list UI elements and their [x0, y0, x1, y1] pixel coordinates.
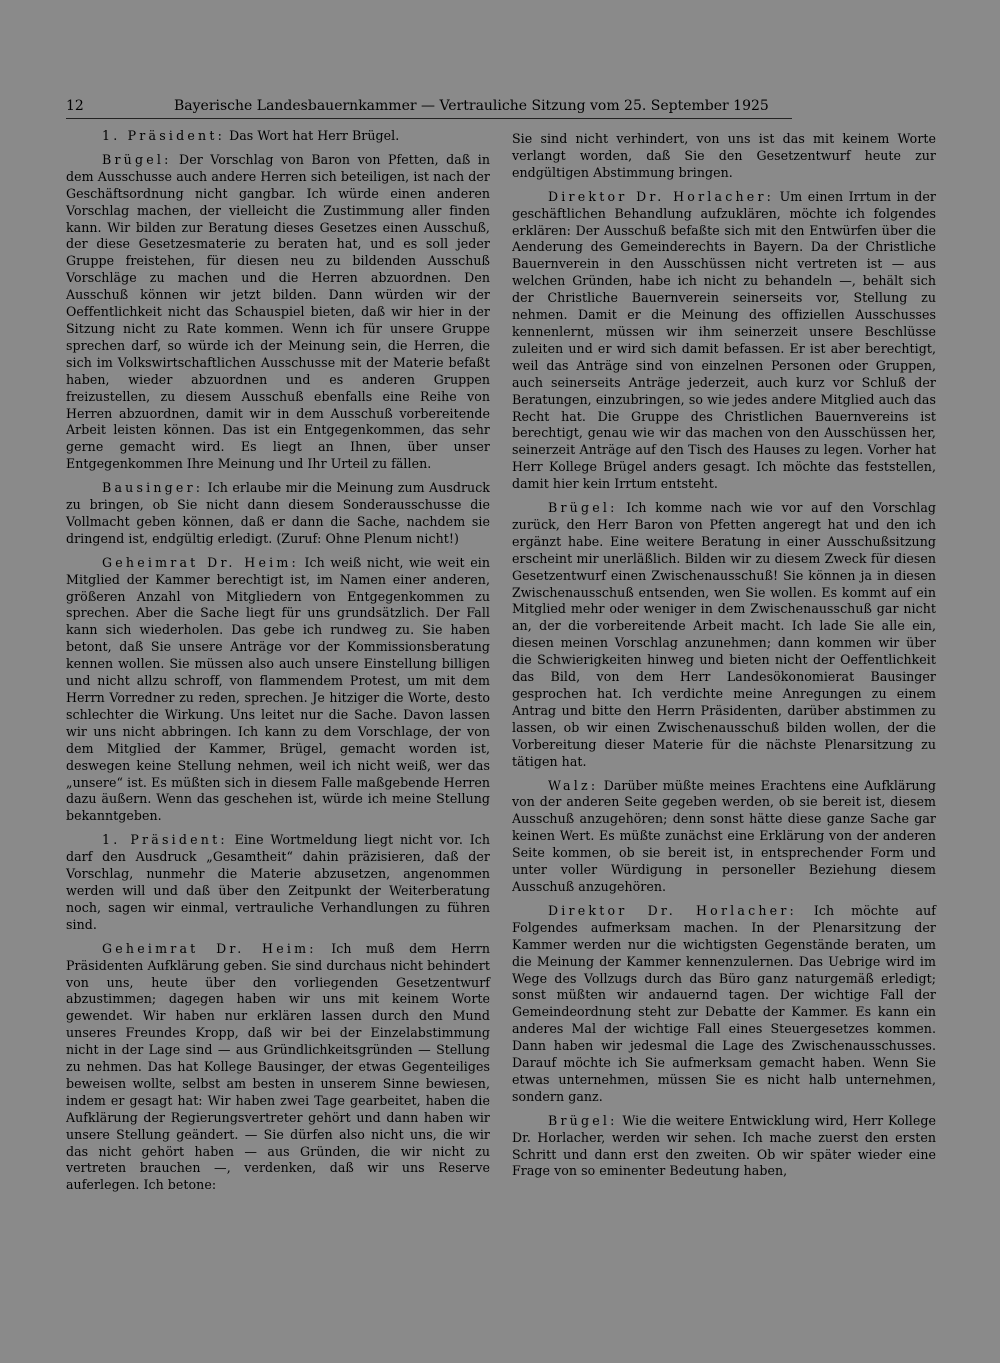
paragraph	[512, 778, 936, 896]
speaker-name: Walz:	[548, 777, 599, 793]
paragraph	[66, 832, 490, 933]
paragraph	[66, 152, 490, 473]
right-column	[512, 131, 936, 1187]
paragraph	[66, 480, 490, 548]
running-title: Bayerische Landesbauernkammer — Vertrauliche Sitzung vom 25. September 1925	[174, 98, 769, 114]
header-rule	[66, 118, 792, 119]
speaker-name: 1. Präsident:	[102, 832, 228, 848]
paragraph	[512, 500, 936, 771]
speaker-name: Geheimrat Dr. Heim:	[102, 554, 299, 570]
paragraph-continuation	[512, 131, 936, 182]
paragraph-text: Das Wort hat Herr Brügel.	[225, 128, 400, 143]
paragraph-text: Ich möchte auf Folgendes aufmerksam machen. In der Plenarsitzung der Kammer werden nur die wichtigsten Gegenstände beraten, um die Meinung der Kammer kennenzulernen. Das Uebrige wird im Wege des Vollzugs durch das Büro ganz naturgemäß erledigt; sonst müßten wir andauernd tagen. Der wichtige Fall der Gemeindeordnung steht zur Debatte der Kammer. Es kann ein anderes Mal der wichtige Fall eines Steuergesetzes kommen. Dann haben wir jedesmal die Lage des Zwischenausschusses. Darauf möchte ich Sie aufmerksam gemacht haben. Wenn Sie etwas unternehmen, müssen Sie es nicht halb unternehmen, sondern ganz.	[512, 902, 936, 1104]
paragraph	[66, 555, 490, 826]
speaker-name: Direktor Dr. Horlacher:	[548, 902, 797, 918]
speaker-name: Brügel:	[548, 1112, 618, 1128]
paragraph-text: Ich erlaube mir die Meinung zum Ausdruck zu bringen, ob Sie nicht dann diesem Sonderausschusse die Vollmacht geben können, daß er dann die Sache, nachdem sie dringend ist, endgültig erledigt. (Zuruf: Ohne Plenum nicht!)	[66, 480, 490, 546]
paragraph-text: Der Vorschlag von Baron von Pfetten, daß in dem Ausschusse auch andere Herren sich beteiligen, ist nach der Geschäftsordnung nicht gangbar. Ich würde einen anderen Vorschlag machen, der vielleicht die Zustimmung aller finden kann. Wir bilden zur Beratung dieses Gesetzes einen Ausschuß, der diese Gesetzesmaterie zu beraten hat, und es soll jeder Gruppe freistehen, für diesen neu zu bildenden Ausschuß Vorschläge zu machen und die Herren abzuordnen. Den Ausschuß können wir jetzt bilden. Dann würden wir der Oeffentlichkeit nicht das Schauspiel bieten, daß wir hier in der Sitzung nicht zu Rate kommen. Wenn ich für unsere Gruppe sprechen darf, so würde ich der Meinung sein, die Herren, die sich im Volkswirtschaftlichen Ausschusse mit der Materie befaßt haben, wieder abzuordnen und es anderen Gruppen freizustellen, zu diesem Ausschuß ebenfalls eine Reihe von Herren abzuordnen, damit wir in dem Ausschuß vorbereitende Arbeit leisten können. Das ist ein Entgegenkommen, das sehr gerne gemacht wird. Es liegt an Ihnen, über unser Entgegenkommen Ihre Meinung und Ihr Urteil zu fällen.	[66, 151, 490, 472]
speaker-name: Brügel:	[548, 500, 618, 516]
speaker-name: 1. Präsident:	[102, 128, 226, 143]
speaker-name: Bausinger:	[102, 480, 204, 496]
paragraph-text: Eine Wortmeldung liegt nicht vor. Ich darf den Ausdruck „Gesamtheit“ dahin präzisieren, daß der Vorschlag, nunmehr die Materie abzusetzen, angenommen werden will und daß über den Zeitpunkt der Weiterberatung noch, sagen wir einmal, vertrauliche Verhandlungen zu führen sind.	[66, 832, 490, 932]
paragraph-text: Darüber müßte meines Erachtens eine Aufklärung von der anderen Seite gegeben werden, ob sie bereit ist, diesem Ausschuß anzugehören; denn sonst hätte diese ganze Sache gar keinen Wert. Es müßte zunächst eine Erklärung von der anderen Seite kommen, ob sie bereit ist, in entsprechender Form und unter voller Würdigung in personeller Beziehung diesem Ausschuß anzugehören.	[512, 777, 936, 894]
paragraph	[66, 941, 490, 1195]
left-column	[66, 128, 490, 1201]
speaker-name: Brügel:	[102, 151, 172, 167]
paragraph-text: Wie die weitere Entwicklung wird, Herr Kollege Dr. Horlacher, werden wir sehen. Ich mache zuerst den ersten Schritt und dann erst den zweiten. Ob wir später wieder eine Frage von so eminenter Bedeutung haben,	[512, 1112, 936, 1179]
speaker-name: Direktor Dr. Horlacher:	[548, 188, 775, 204]
paragraph	[512, 189, 936, 493]
paragraph	[512, 1113, 936, 1181]
paragraph-text: Ich komme nach wie vor auf den Vorschlag zurück, den Herr Baron von Pfetten angeregt hat und den ich ergänzt habe. Eine weitere Beratung in einer Ausschußsitzung erscheint mir unerläßlich. Bilden wir zu diesem Zweck für diesen Gesetzentwurf einen Zwischenausschuß! Sie können ja in diesen Zwischenausschuß entsenden, wen Sie wollen. Es kommt auf ein Mitglied mehr oder weniger in dem Zwischenausschuß gar nicht an, der die vorbereitende Arbeit macht. Ich lade Sie alle ein, diesen meinen Vorschlag anzunehmen; dann kommen wir über die Schwierigkeiten hinweg und bieten nicht der Oeffentlichkeit das Bild, von dem Herr Landesökonomierat Bausinger gesprochen hat. Ich verdichte meine Anregungen zu einem Antrag und bitte den Herrn Präsidenten, darüber abstimmen zu lassen, ob wir einen Zwischenausschuß bilden wollen, der die Vorbereitung dieser Materie für die nächste Plenarsitzung zu tätigen hat.	[512, 500, 936, 769]
paragraph	[512, 903, 936, 1106]
paragraph-text: Sie sind nicht verhindert, von uns ist das mit keinem Worte verlangt worden, daß Sie den Gesetzentwurf heute zur endgültigen Abstimmung bringen.	[512, 131, 936, 180]
speaker-name: Geheimrat Dr. Heim:	[102, 940, 317, 956]
paragraph-text: Um einen Irrtum in der geschäftlichen Behandlung aufzuklären, möchte ich folgendes erklären: Der Ausschuß befaßte sich mit den Entwürfen über die Aenderung des Gemeinderechts in Bayern. Da der Christliche Bauernverein in den Ausschüssen nicht vertreten ist — aus welchen Gründen, habe ich nicht zu behandeln —, behält sich der Christliche Bauernverein seinerseits vor, Stellung zu nehmen. Damit er die Meinung des offiziellen Ausschusses kennenlernt, müssen wir ihm seinerzeit unsere Beschlüsse zuleiten und er wird sich damit befassen. Er ist aber berechtigt, weil das Anträge sind von einzelnen Personen oder Gruppen, auch seinerseits Anträge jederzeit, auch kurz vor Schluß der Beratungen, einzubringen, so wie jedes andere Mitglied auch das Recht hat. Die Gruppe des Christlichen Bauernvereins ist berechtigt, genau wie wir das machen von den Ausschüssen her, seinerzeit Anträge auf den Tisch des Hauses zu legen. Vorher hat Herr Kollege Brügel anders gesagt. Ich möchte das feststellen, damit hier kein Irrtum entsteht.	[512, 188, 936, 492]
paragraph-text: Ich weiß nicht, wie weit ein Mitglied der Kammer berechtigt ist, im Namen einer anderen, größeren Anzahl von Mitgliedern von Entgegenkommen zu sprechen. Aber die Sache liegt für uns grundsätzlich. Der Fall kann sich wiederholen. Das gebe ich rundweg zu. Sie haben betont, daß Sie unsere Anträge vor der Kommissionsberatung kennen wollen. Sie müssen also auch unsere Einstellung billigen und nicht allzu schroff, von flammendem Protest, um mit dem Herrn Vorredner zu reden, sprechen. Je hitziger die Worte, desto schlechter die Wirkung. Uns leitet nur die Sache. Davon lassen wir uns nicht abbringen. Ich kann zu dem Vorschlage, der von dem Mitglied der Kammer, Brügel, gemacht worden ist, deswegen keine Stellung nehmen, weil ich nicht weiß, wer das „unsere“ ist. Es müßten sich in diesem Falle maßgebende Herren dazu äußern. Wenn das geschehen ist, würde ich meine Stellung bekanntgeben.	[66, 554, 491, 824]
paragraph-text: Ich muß dem Herrn Präsidenten Aufklärung geben. Sie sind durchaus nicht behindert von uns, heute über den vorliegenden Gesetzentwurf abzustimmen; dagegen haben wir uns mit keinem Worte gewendet. Wir haben nur erklären lassen durch den Mund unseres Freundes Kropp, daß wir bei der Einzelabstimmung nicht in der Lage sind — aus Gründlichkeitsgründen — Stellung zu nehmen. Das hat Kollege Bausinger, der etwas Gegenteiliges beweisen wollte, selbst am besten in unserem Sinne bewiesen, indem er gesagt hat: Wir haben zwei Tage gearbeitet, haben die Aufklärung der Regierungsvertreter gehört und dann haben wir unsere Stellung geändert. — Sie dürfen also nicht uns, die wir das nicht gehört haben — aus Gründen, die wir nicht zu vertreten brauchen —, verdenken, daß wir uns Reserve auferlegen. Ich betone:	[66, 940, 491, 1193]
paragraph	[66, 128, 490, 145]
page-number: 12	[66, 98, 84, 114]
